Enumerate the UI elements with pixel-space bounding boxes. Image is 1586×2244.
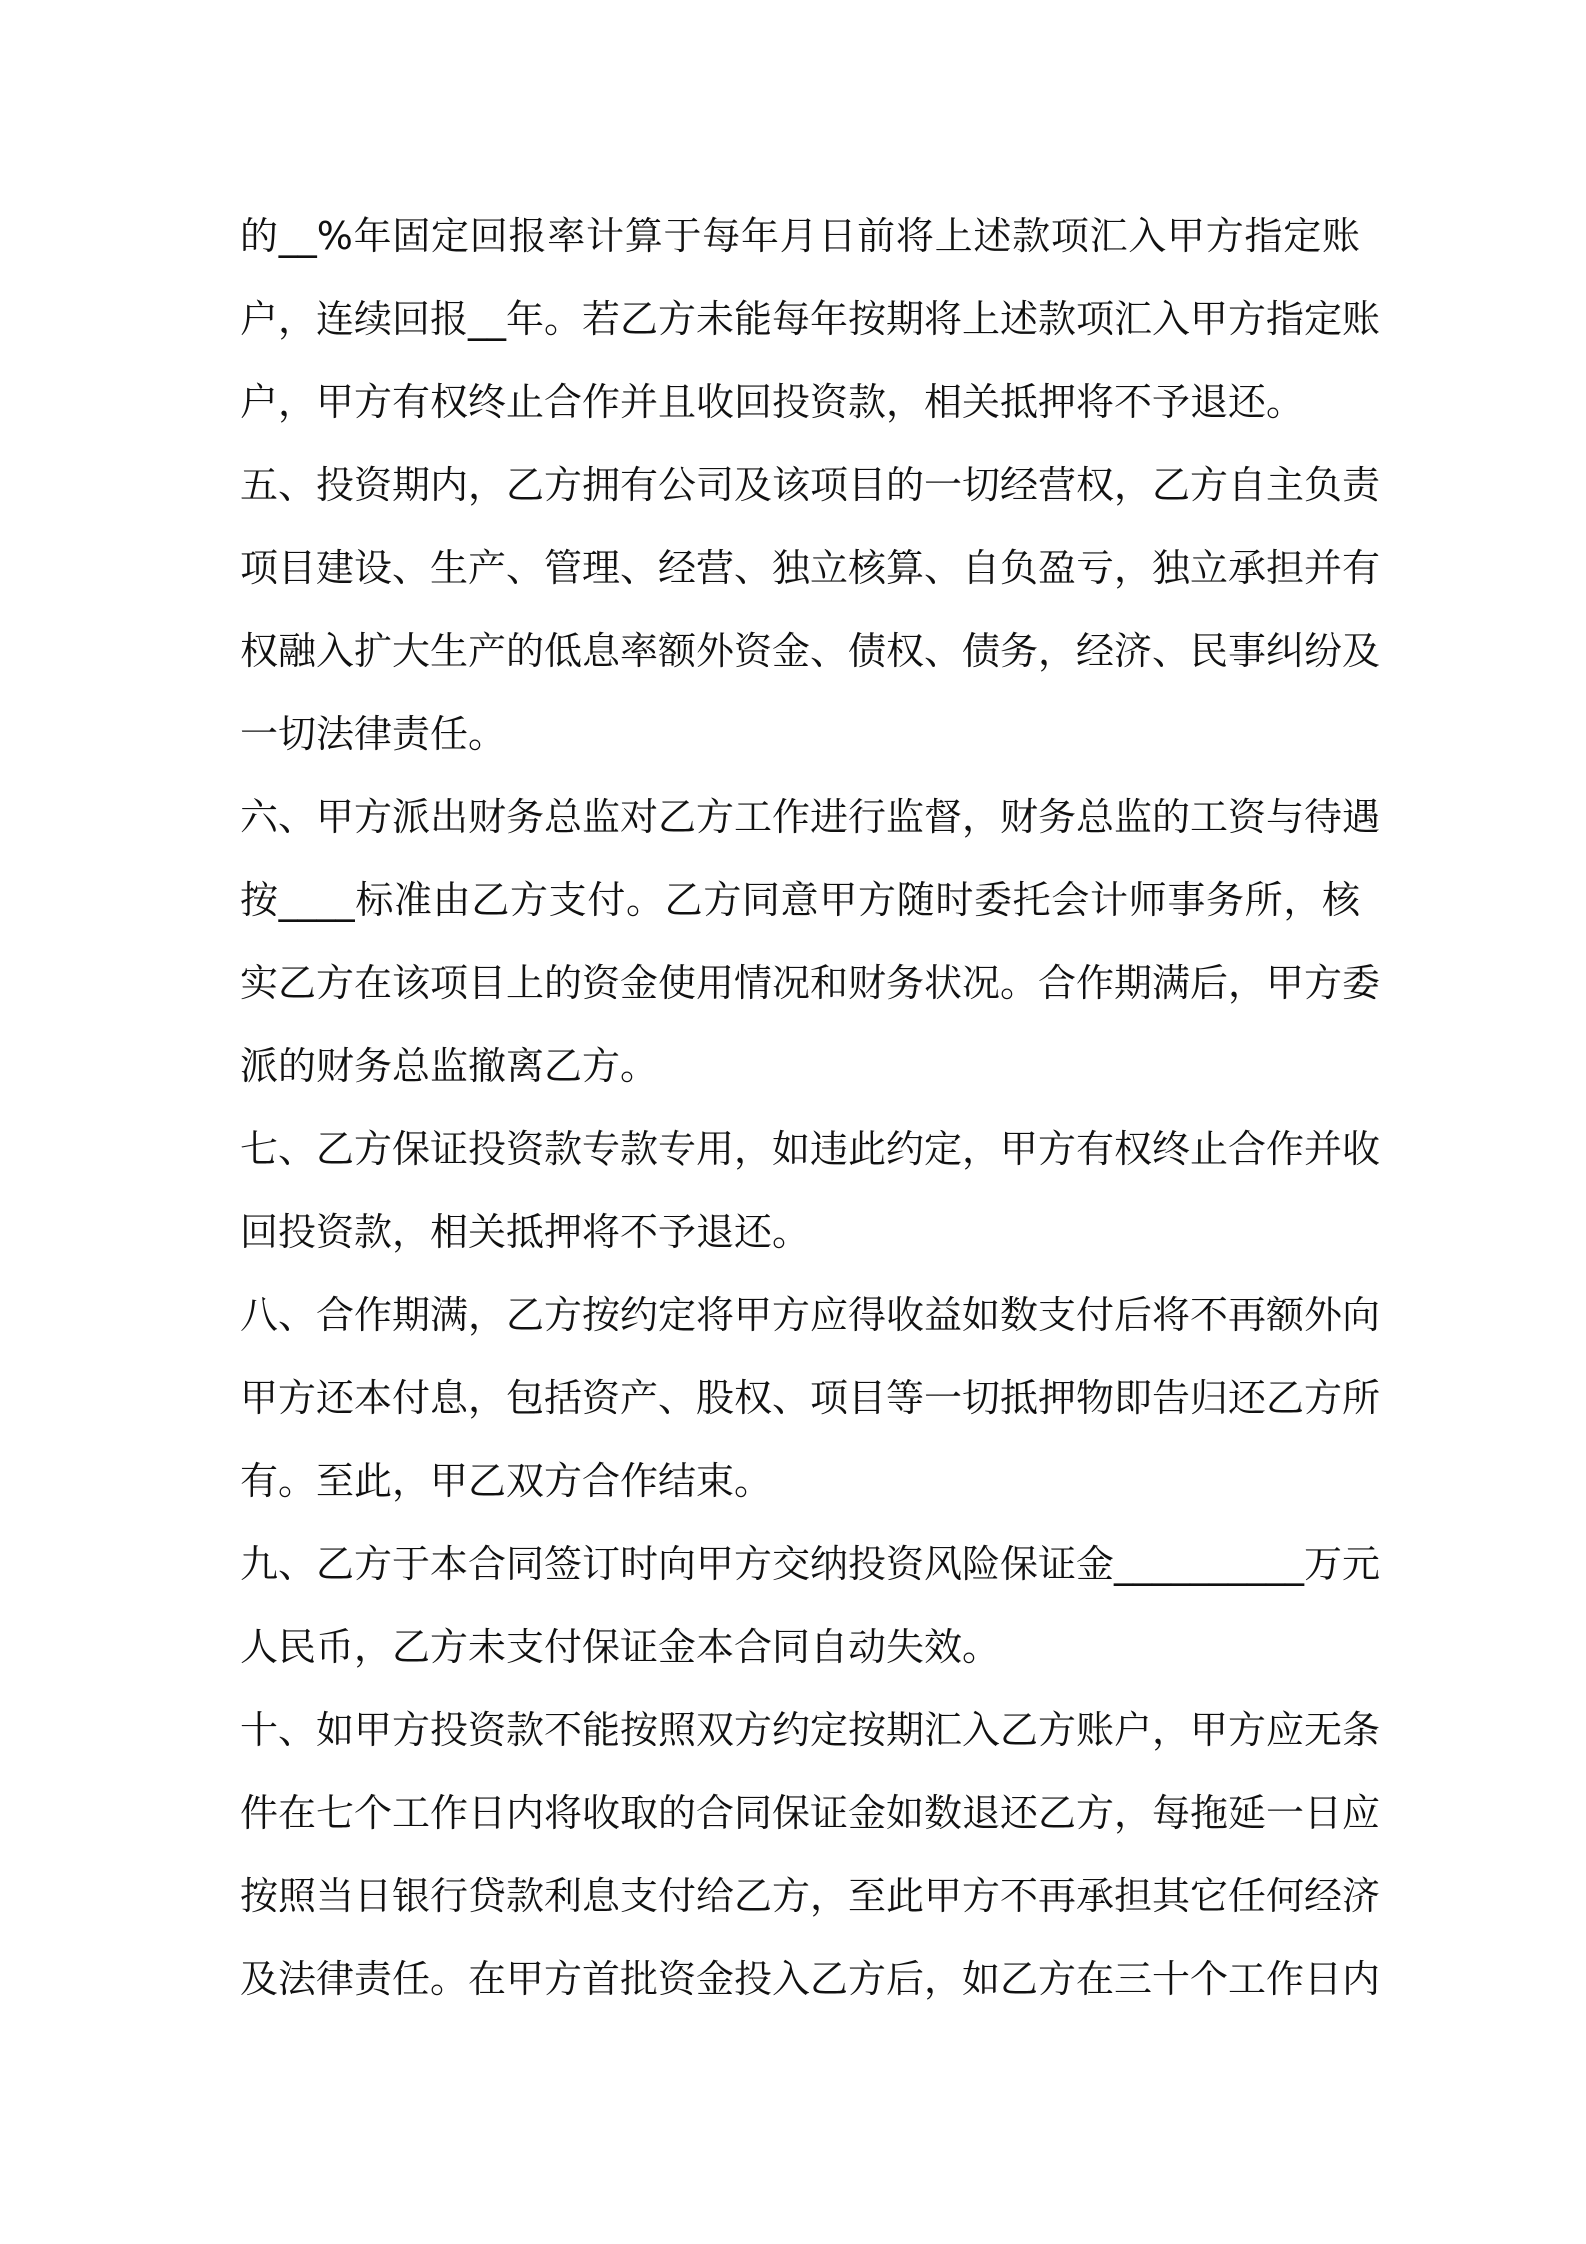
clause-10-line: 按照当日银行贷款利息支付给乙方，至此甲方不再承担其它任何经济: [240, 1874, 1381, 1918]
clause-9-line: 九、乙方于本合同签订时向甲方交纳投资风险保证金__________万元: [240, 1542, 1381, 1586]
text-line: 户，甲方有权终止合作并且收回投资款，相关抵押将不予退还。: [240, 380, 1305, 424]
clause-10-line: 及法律责任。在甲方首批资金投入乙方后，如乙方在三十个工作日内: [240, 1957, 1381, 2001]
clause-5-line: 一切法律责任。: [240, 712, 507, 756]
clause-10-line: 十、如甲方投资款不能按照双方约定按期汇入乙方账户，甲方应无条: [240, 1708, 1381, 1752]
clause-6-line: 按____标准由乙方支付。乙方同意甲方随时委托会计师事务所，核: [240, 878, 1360, 922]
clause-7-line: 回投资款，相关抵押将不予退还。: [240, 1210, 811, 1254]
clause-10-line: 件在七个工作日内将收取的合同保证金如数退还乙方，每拖延一日应: [240, 1791, 1381, 1835]
clause-5-line: 五、投资期内，乙方拥有公司及该项目的一切经营权，乙方自主负责: [240, 463, 1381, 507]
clause-6-line: 六、甲方派出财务总监对乙方工作进行监督，财务总监的工资与待遇: [240, 795, 1381, 839]
contract-body-text: [240, 195, 1381, 2021]
clause-6-line: 实乙方在该项目上的资金使用情况和财务状况。合作期满后，甲方委: [240, 961, 1381, 1005]
text-line: 的__%年固定回报率计算于每年月日前将上述款项汇入甲方指定账: [240, 214, 1360, 258]
clause-8-line: 有。至此，甲乙双方合作结束。: [240, 1459, 773, 1503]
text-line: 户，连续回报__年。若乙方未能每年按期将上述款项汇入甲方指定账: [240, 297, 1381, 341]
clause-8-line: 甲方还本付息，包括资产、股权、项目等一切抵押物即告归还乙方所: [240, 1376, 1381, 1420]
clause-5-line: 权融入扩大生产的低息率额外资金、债权、债务，经济、民事纠纷及: [240, 629, 1381, 673]
clause-9-line: 人民币，乙方未支付保证金本合同自动失效。: [240, 1625, 1001, 1669]
clause-5-line: 项目建设、生产、管理、经营、独立核算、自负盈亏，独立承担并有: [240, 546, 1381, 590]
clause-8-line: 八、合作期满，乙方按约定将甲方应得收益如数支付后将不再额外向: [240, 1293, 1381, 1337]
clause-7-line: 七、乙方保证投资款专款专用，如违此约定，甲方有权终止合作并收: [240, 1127, 1381, 1171]
clause-6-line: 派的财务总监撤离乙方。: [240, 1044, 659, 1088]
